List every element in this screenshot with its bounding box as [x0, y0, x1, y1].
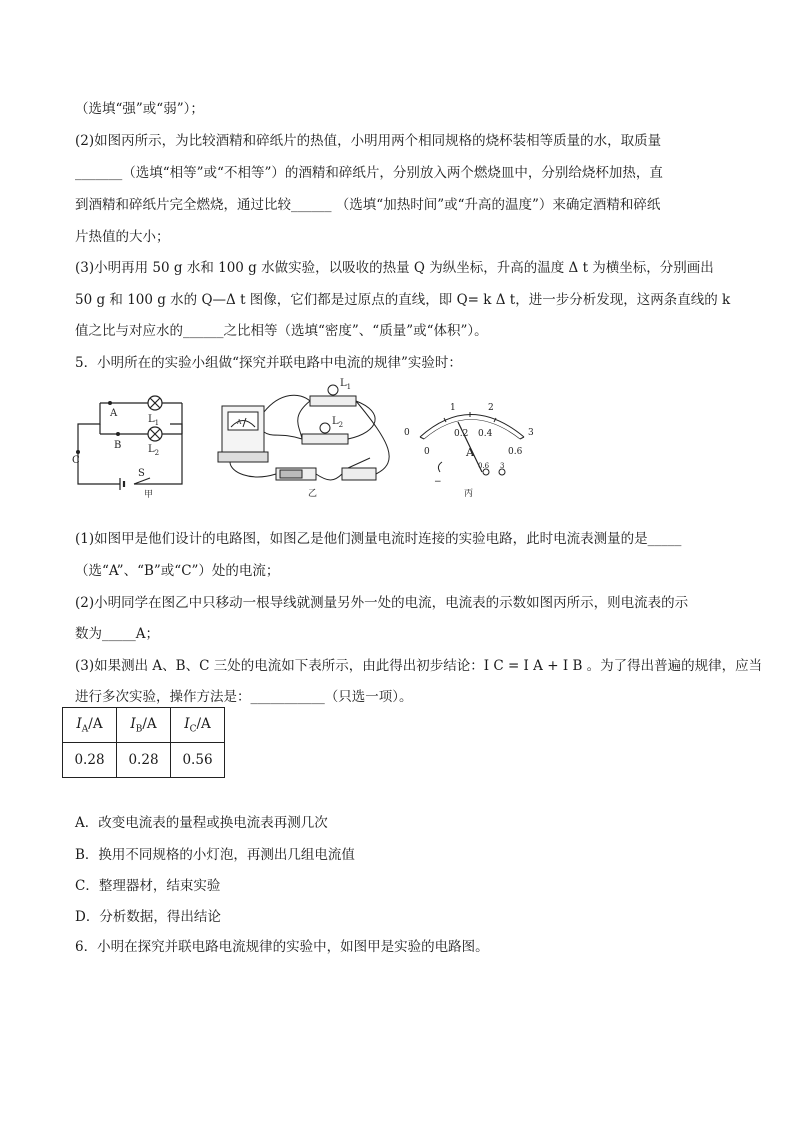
header-ic: $I_C/A$: [171, 708, 225, 743]
point-a-label: A: [110, 408, 118, 419]
text-line: (2)小明同学在图乙中只移动一根导线就测量另外一处的电流，电流表的示数如图丙所示，则电流表的示: [75, 595, 689, 611]
dial-lower-tick-1: 0.2: [454, 429, 469, 439]
ammeter-dial-bing: [400, 372, 540, 502]
terminal-0.6: 0.6: [478, 462, 490, 470]
current-table: [62, 707, 225, 778]
text-line: 50 g 和 100 g 水的 Q—Δ t 图像，它们都是过原点的直线，即 Q= k Δ t，进一步分析发现，这两条直线的 k: [75, 292, 731, 308]
dial-upper-tick-1: 1: [450, 403, 456, 413]
text-line: _______（选填“相等”或“不相等”）的酒精和碎纸片，分别放入两个燃烧皿中，分别给烧杯加热，直: [75, 165, 663, 181]
dial-upper-tick-0: 0: [404, 428, 410, 438]
circuit-diagram-jia: [70, 372, 200, 502]
dial-lower-tick-0: 0: [424, 447, 430, 457]
text-line: 进行多次实验，操作方法是：___________（只选一项）。: [75, 689, 413, 705]
text-line: (2)如图丙所示，为比较酒精和碎纸片的热值，小明用两个相同规格的烧杯装相等质量的水，取质量: [75, 133, 662, 149]
text-line: (3)如果测出 A、B、C 三处的电流如下表所示，由此得出初步结论：I C = I A + I B 。为了得出普遍的规律，应当: [75, 658, 763, 674]
dial-lower-tick-3: 0.6: [508, 447, 523, 457]
meter-mark: A: [237, 419, 242, 426]
figure-row: [70, 372, 710, 507]
option-b: B．换用不同规格的小灯泡，再测出几组电流值: [75, 847, 355, 863]
lamp1-label: $L_1$: [148, 414, 160, 427]
option-d: D．分析数据，得出结论: [75, 909, 221, 925]
lamp2-label: $L_2$: [332, 416, 344, 429]
text-line: 片热值的大小；: [75, 229, 170, 245]
physical-circuit-yi: [210, 372, 410, 502]
dial-unit: A: [466, 446, 474, 459]
header-ia: $I_A/A$: [63, 708, 117, 743]
dial-upper-tick-3: 3: [528, 428, 534, 438]
lamp2-label: $L_2$: [148, 444, 160, 457]
value-ia: 0.28: [63, 743, 117, 778]
figure-jia-label: 甲: [144, 490, 154, 500]
option-a: A．改变电流表的量程或换电流表再测几次: [75, 815, 328, 831]
option-c: C．整理器材，结束实验: [75, 878, 221, 894]
terminal-3: 3: [500, 462, 505, 470]
text-line: (1)如图甲是他们设计的电路图，如图乙是他们测量电流时连接的实验电路，此时电流表测量的是_____: [75, 531, 682, 547]
table-row: [63, 743, 225, 778]
switch-label: S: [138, 468, 145, 479]
text-line: （选填“强”或“弱”）；: [75, 101, 204, 117]
figure-bing-label: 丙: [464, 489, 474, 499]
question-6-title: 6．小明在探究并联电路电流规律的实验中，如图甲是实验的电路图。: [75, 939, 489, 955]
text-line: 数为_____A；: [75, 626, 159, 642]
dial-lower-tick-2: 0.4: [478, 429, 493, 439]
value-ib: 0.28: [117, 743, 171, 778]
text-line: 值之比与对应水的______之比相等（选填“密度”、“质量”或“体积”）。: [75, 323, 488, 339]
value-ic: 0.56: [171, 743, 225, 778]
question-5-title: 5．小明所在的实验小组做“探究并联电路中电流的规律”实验时：: [75, 355, 462, 371]
text-line: 到酒精和碎纸片完全燃烧，通过比较______ （选填“加热时间”或“升高的温度”）来确定酒精和碎纸: [75, 197, 661, 213]
table-header-row: [63, 708, 225, 743]
dial-upper-tick-2: 2: [488, 403, 494, 413]
text-line: (3)小明再用 50 g 水和 100 g 水做实验，以吸收的热量 Q 为纵坐标，升高的温度 Δ t 为横坐标，分别画出: [75, 260, 714, 276]
point-c-label: C: [72, 455, 80, 466]
terminal-minus: −: [434, 477, 442, 487]
figure-yi-label: 乙: [308, 489, 318, 499]
lamp1-label: $L_1$: [340, 378, 352, 391]
header-ib: $I_B/A$: [117, 708, 171, 743]
text-line: （选“A”、“B”或“C”）处的电流；: [75, 563, 280, 579]
point-b-label: B: [114, 440, 122, 451]
